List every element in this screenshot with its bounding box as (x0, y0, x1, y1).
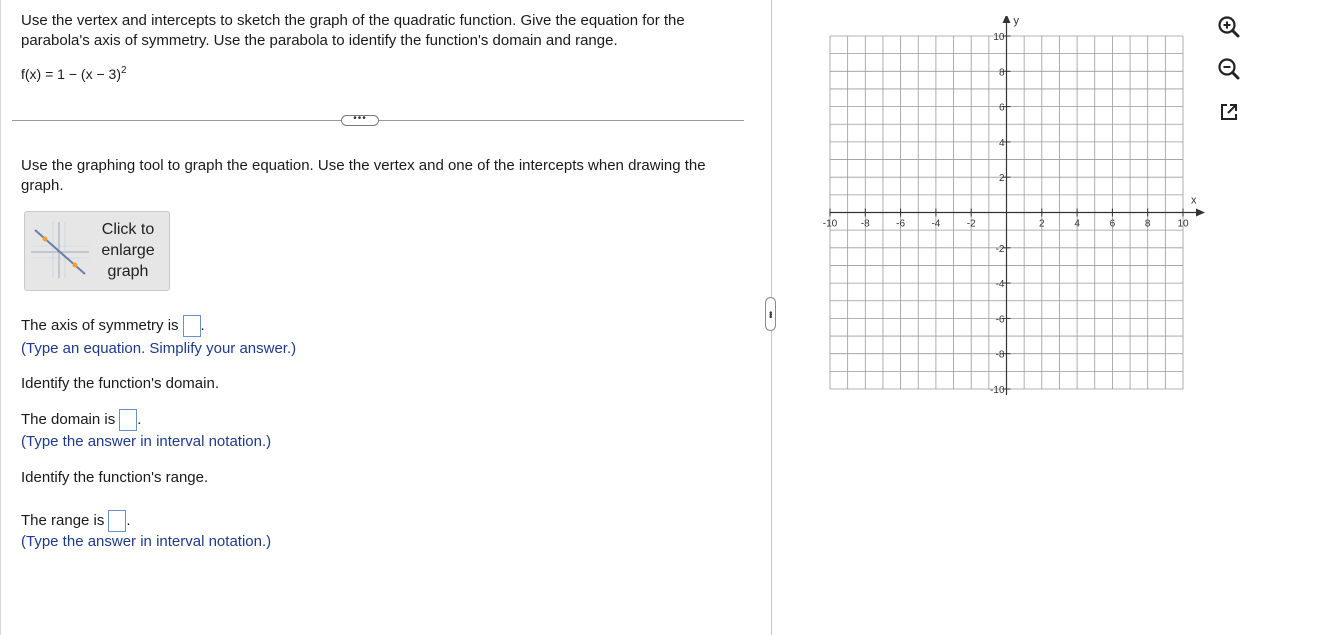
zoom-out-icon[interactable] (1214, 54, 1244, 84)
x-tick-label: 4 (1074, 218, 1080, 230)
y-tick-label: -2 (995, 243, 1005, 255)
y-tick-label: 10 (993, 32, 1005, 43)
graph-thumbnail-icon (31, 222, 89, 278)
pane-resize-handle[interactable]: ••• (765, 297, 776, 331)
y-axis-arrow (1003, 16, 1011, 23)
y-tick-label: 6 (998, 102, 1005, 114)
x-tick-label: -6 (896, 218, 906, 230)
x-tick-label: -8 (860, 218, 870, 230)
x-tick-label: 10 (1177, 218, 1189, 230)
range-label: The range is (21, 511, 105, 529)
domain-row: The domain is . (21, 409, 141, 431)
x-tick-label: 8 (1144, 218, 1151, 230)
range-hint: (Type the answer in interval notation.) (21, 533, 272, 550)
x-tick-label: -10 (822, 218, 838, 230)
zoom-in-icon[interactable] (1214, 12, 1244, 42)
y-tick-label: -4 (995, 279, 1005, 291)
axis-symmetry-hint: (Type an equation. Simplify your answer.) (21, 340, 297, 357)
question-text: Use the vertex and intercepts to sketch the graph of the quadratic function. Give the equation for the parabola's axis of symmetry. Use the parabola to identify the function's domain and range. (21, 12, 685, 49)
y-tick-label: 8 (998, 67, 1005, 79)
y-tick-label: 2 (998, 173, 1005, 185)
y-tick-label: -8 (995, 349, 1005, 361)
x-tick-label: 6 (1109, 218, 1116, 230)
panel-left-border (0, 0, 1, 635)
y-tick-label: -6 (995, 314, 1005, 326)
popout-icon[interactable] (1214, 97, 1244, 127)
domain-input[interactable] (119, 409, 137, 431)
domain-label: The domain is (21, 410, 116, 428)
range-prompt: Identify the function's range. (21, 469, 209, 486)
domain-hint: (Type the answer in interval notation.) (21, 433, 272, 450)
x-tick-label: 2 (1039, 218, 1045, 230)
domain-prompt: Identify the function's domain. (21, 375, 219, 392)
enlarge-graph-button[interactable] (24, 211, 170, 291)
more-button[interactable]: ••• (341, 115, 379, 126)
axis-symmetry-row: The axis of symmetry is . (21, 315, 205, 337)
function-main: f(x) = 1 − (x − 3) (21, 66, 121, 82)
enlarge-graph-label: Click to enlarge graph (101, 221, 155, 280)
function-exponent: 2 (120, 65, 127, 76)
range-row: The range is . (21, 510, 131, 532)
x-axis-arrow (1196, 209, 1205, 217)
y-axis-label: y (1013, 16, 1019, 27)
axis-symmetry-label: The axis of symmetry is (21, 316, 179, 334)
coordinate-graph[interactable] (818, 16, 1208, 400)
y-tick-label: -10 (990, 385, 1005, 396)
axis-symmetry-input[interactable] (183, 315, 201, 337)
x-tick-label: -4 (931, 218, 941, 230)
instruction-text: Use the graphing tool to graph the equation. Use the vertex and one of the intercepts when drawing the graph. (21, 157, 706, 194)
x-axis-label: x (1191, 194, 1197, 207)
x-tick-label: -2 (966, 218, 976, 230)
y-tick-label: 4 (998, 137, 1005, 149)
range-input[interactable] (108, 510, 126, 532)
function-equation (21, 65, 127, 83)
